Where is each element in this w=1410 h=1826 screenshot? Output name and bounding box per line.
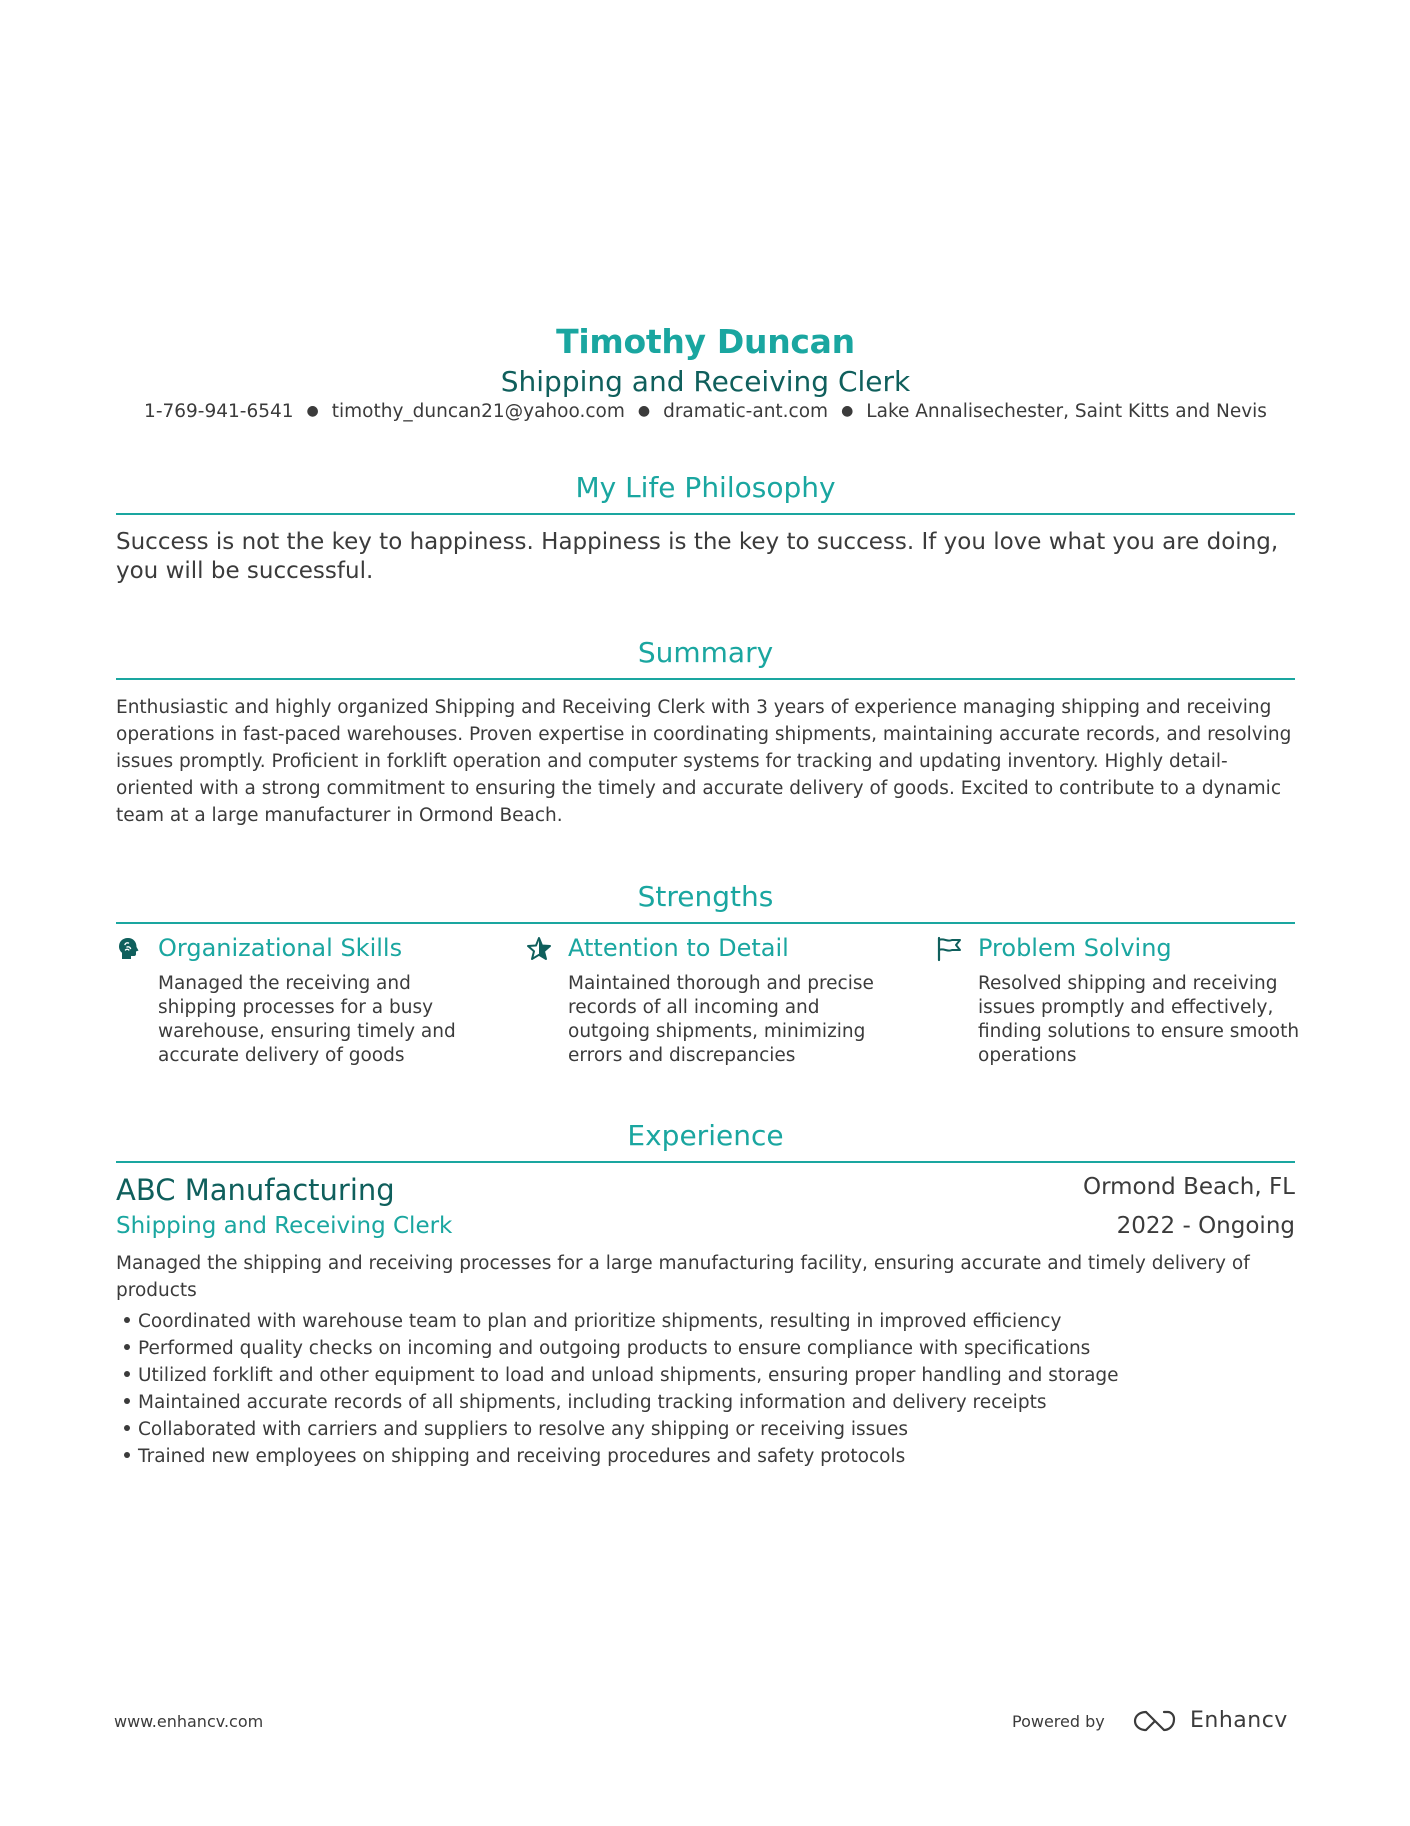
summary-text: Enthusiastic and highly organized Shipping and Receiving Clerk with 3 years of experience managing shipping and receiving operations in fast-paced warehouses. Proven expertise in coordinating shipments, maintaining accurate records, and resolving issues promptly. Proficient in forklift operation and computer systems for tracking and updating inventory. Highly detail-oriented with a strong commitment to ensuring the timely and accurate delivery of goods. Excited to contribute to a dynamic team at a large manufacturer in Ormond Beach. <box>116 697 1292 826</box>
list-item: Maintained accurate records of all shipments, including tracking information and delivery receipts <box>122 1389 1292 1416</box>
list-item: Collaborated with carriers and suppliers to resolve any shipping or receiving issues <box>122 1416 1292 1443</box>
phone[interactable]: 1-769-941-6541 <box>144 401 294 422</box>
powered-by-label: Powered by <box>1012 1712 1105 1731</box>
website[interactable]: dramatic-ant.com <box>663 401 829 422</box>
list-item: Trained new employees on shipping and receiving procedures and safety protocols <box>122 1443 1292 1470</box>
philosophy-text: Success is not the key to happiness. Happiness is the key to success. If you love what you are doing, you will be successful. <box>116 529 1279 584</box>
bullet-separator: ● <box>637 403 651 419</box>
candidate-name: Timothy Duncan <box>556 322 855 361</box>
section-divider <box>116 922 1295 924</box>
bullet-separator: ● <box>841 403 854 419</box>
section-heading-strengths: Strengths <box>637 880 774 913</box>
location: Lake Annalisechester, Saint Kitts and Nevis <box>866 401 1267 422</box>
brain-head-icon <box>116 936 142 962</box>
job-description: Managed the shipping and receiving processes for a large manufacturing facility, ensuring accurate and timely delivery of products <box>116 1253 1250 1301</box>
section-heading-summary: Summary <box>637 636 774 669</box>
job-role: Shipping and Receiving Clerk <box>116 1213 453 1239</box>
footer-website-link[interactable]: www.enhancv.com <box>114 1712 264 1731</box>
job-company: ABC Manufacturing <box>116 1173 395 1207</box>
section-divider <box>116 1161 1295 1163</box>
section-divider <box>116 513 1295 515</box>
strength-title: Problem Solving <box>978 934 1172 962</box>
list-item: Utilized forklift and other equipment to load and unload shipments, ensuring proper handling and storage <box>122 1362 1292 1389</box>
strength-title: Attention to Detail <box>568 934 789 962</box>
footer-branding <box>1012 1706 1292 1736</box>
section-heading-philosophy: My Life Philosophy <box>575 471 836 504</box>
job-location: Ormond Beach, FL <box>1082 1174 1295 1200</box>
job-period: 2022 - Ongoing <box>1116 1213 1295 1239</box>
list-item: Coordinated with warehouse team to plan and prioritize shipments, resulting in improved efficiency <box>122 1308 1292 1335</box>
bullet-separator: ● <box>306 403 319 419</box>
flag-icon <box>936 936 962 962</box>
star-icon <box>526 936 552 962</box>
strength-description: Resolved shipping and receiving issues promptly and effectively, finding solutions to ensure smooth operations <box>978 973 1300 1066</box>
enhancv-logo-icon <box>1132 1708 1178 1734</box>
enhancv-logo-text: Enhancv <box>1190 1708 1288 1733</box>
email[interactable]: timothy_duncan21@yahoo.com <box>331 401 625 422</box>
section-divider <box>116 678 1295 680</box>
strength-description: Managed the receiving and shipping processes for a busy warehouse, ensuring timely and accurate delivery of goods <box>158 973 456 1066</box>
job-bullets <box>122 1308 1292 1470</box>
candidate-title: Shipping and Receiving Clerk <box>500 365 911 398</box>
strength-title: Organizational Skills <box>158 934 403 962</box>
contact-line <box>116 401 1295 422</box>
strength-description: Maintained thorough and precise records of all incoming and outgoing shipments, minimizing errors and discrepancies <box>568 973 874 1066</box>
list-item: Performed quality checks on incoming and outgoing products to ensure compliance with specifications <box>122 1335 1292 1362</box>
section-heading-experience: Experience <box>627 1119 784 1152</box>
